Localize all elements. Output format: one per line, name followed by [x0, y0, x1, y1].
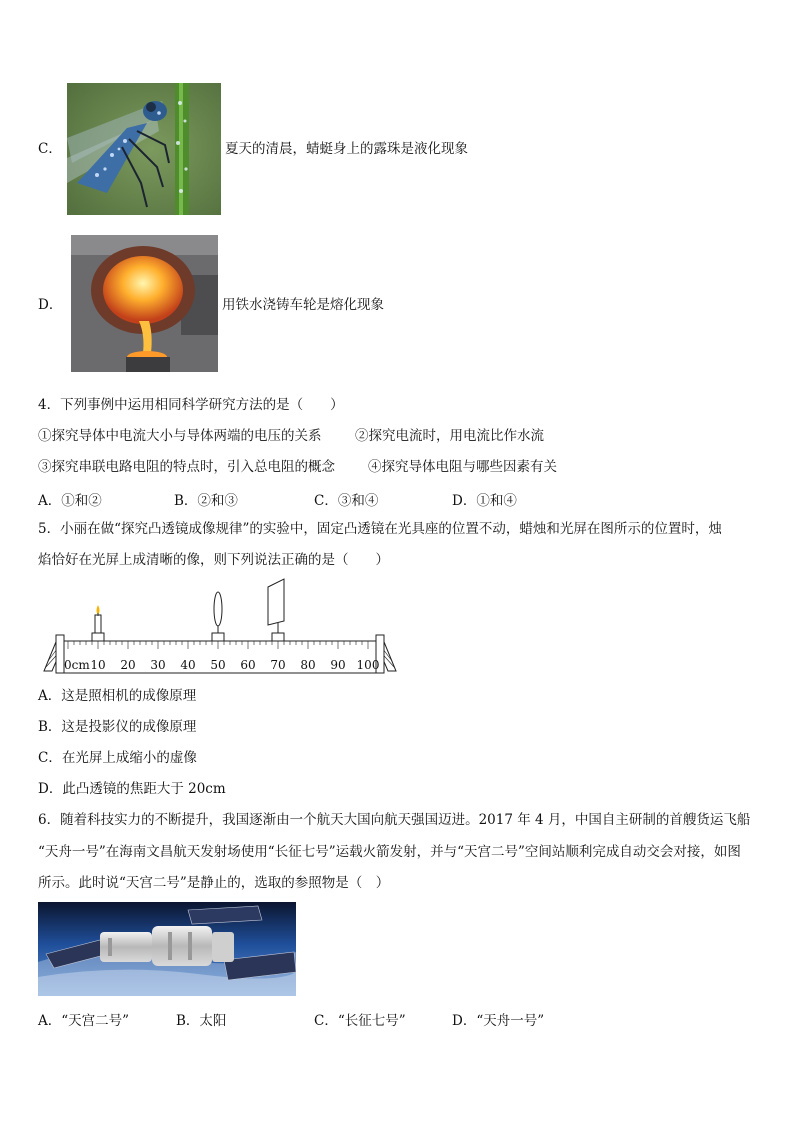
q4-choice-c: C．③和④ — [314, 493, 379, 509]
q5-choice-a: A．这是照相机的成像原理 — [38, 688, 197, 704]
scale-label: 100 — [356, 658, 380, 672]
q5-stem-line-1: 5．小丽在做“探究凸透镜成像规律”的实验中，固定凸透镜在光具座的位置不动，蜡烛和光屏在图所示的位置时，烛 — [38, 521, 722, 537]
q4-item-3: ③探究串联电路电阻的特点时，引入总电阻的概念 — [38, 459, 335, 475]
convex-lens — [212, 592, 224, 641]
scale-label: 30 — [150, 658, 166, 672]
option-d-letter: D． — [38, 297, 63, 313]
q6-choice-c: C．“长征七号” — [314, 1013, 406, 1029]
q4-choice-d: D．①和④ — [452, 493, 517, 509]
q6-choice-d: D．“天舟一号” — [452, 1013, 545, 1029]
option-c-caption: 夏天的清晨，蜻蜓身上的露珠是液化现象 — [225, 141, 468, 157]
q5-stem-line-2: 焰恰好在光屏上成清晰的像，则下列说法正确的是（ ） — [38, 552, 389, 568]
option-d-caption: 用铁水浇铸车轮是熔化现象 — [222, 297, 384, 313]
scale-label: 0cm — [64, 658, 90, 672]
q4-choice-b: B．②和③ — [174, 493, 238, 509]
q6-stem-line-1: 6．随着科技实力的不断提升，我国逐渐由一个航天大国向航天强国迈进。2017 年 4 月，中国自主研制的首艘货运飞船 — [38, 812, 751, 828]
q4-item-1: ①探究导体中电流大小与导体两端的电压的关系 — [38, 428, 322, 444]
dragonfly-photo — [67, 83, 221, 215]
option-c-letter: C． — [38, 141, 62, 157]
scale-label: 20 — [120, 658, 136, 672]
q6-choice-b: B．太阳 — [176, 1013, 227, 1029]
scale-label: 80 — [300, 658, 316, 672]
optical-bench-diagram — [40, 575, 400, 677]
q4-stem: 4．下列事例中运用相同科学研究方法的是（ ） — [38, 397, 344, 413]
light-screen — [268, 579, 284, 641]
q5-choice-d: D．此凸透镜的焦距大于 20cm — [38, 781, 226, 797]
scale-label: 60 — [240, 658, 256, 672]
q4-item-4: ④探究导体电阻与哪些因素有关 — [368, 459, 557, 475]
q5-choice-c: C．在光屏上成缩小的虚像 — [38, 750, 197, 766]
q4-item-2: ②探究电流时，用电流比作水流 — [355, 428, 544, 444]
molten-iron-photo — [71, 235, 218, 372]
q6-stem-line-2: “天舟一号”在海南文昌航天发射场使用“长征七号”运载火箭发射，并与“天宫二号”空间站顺利完成自动交会对接，如图 — [38, 844, 741, 860]
scale-label: 70 — [270, 658, 286, 672]
q6-choice-a: A．“天宫二号” — [38, 1013, 130, 1029]
q4-choice-a: A．①和② — [38, 493, 102, 509]
space-station-photo — [38, 902, 296, 996]
scale-label: 40 — [180, 658, 196, 672]
scale-label: 90 — [330, 658, 346, 672]
q6-stem-line-3: 所示。此时说“天宫二号”是静止的，选取的参照物是（ ） — [38, 875, 390, 891]
q5-choice-b: B．这是投影仪的成像原理 — [38, 719, 197, 735]
scale-label: 10 — [90, 658, 106, 672]
scale-label: 50 — [210, 658, 226, 672]
candle — [92, 605, 104, 641]
